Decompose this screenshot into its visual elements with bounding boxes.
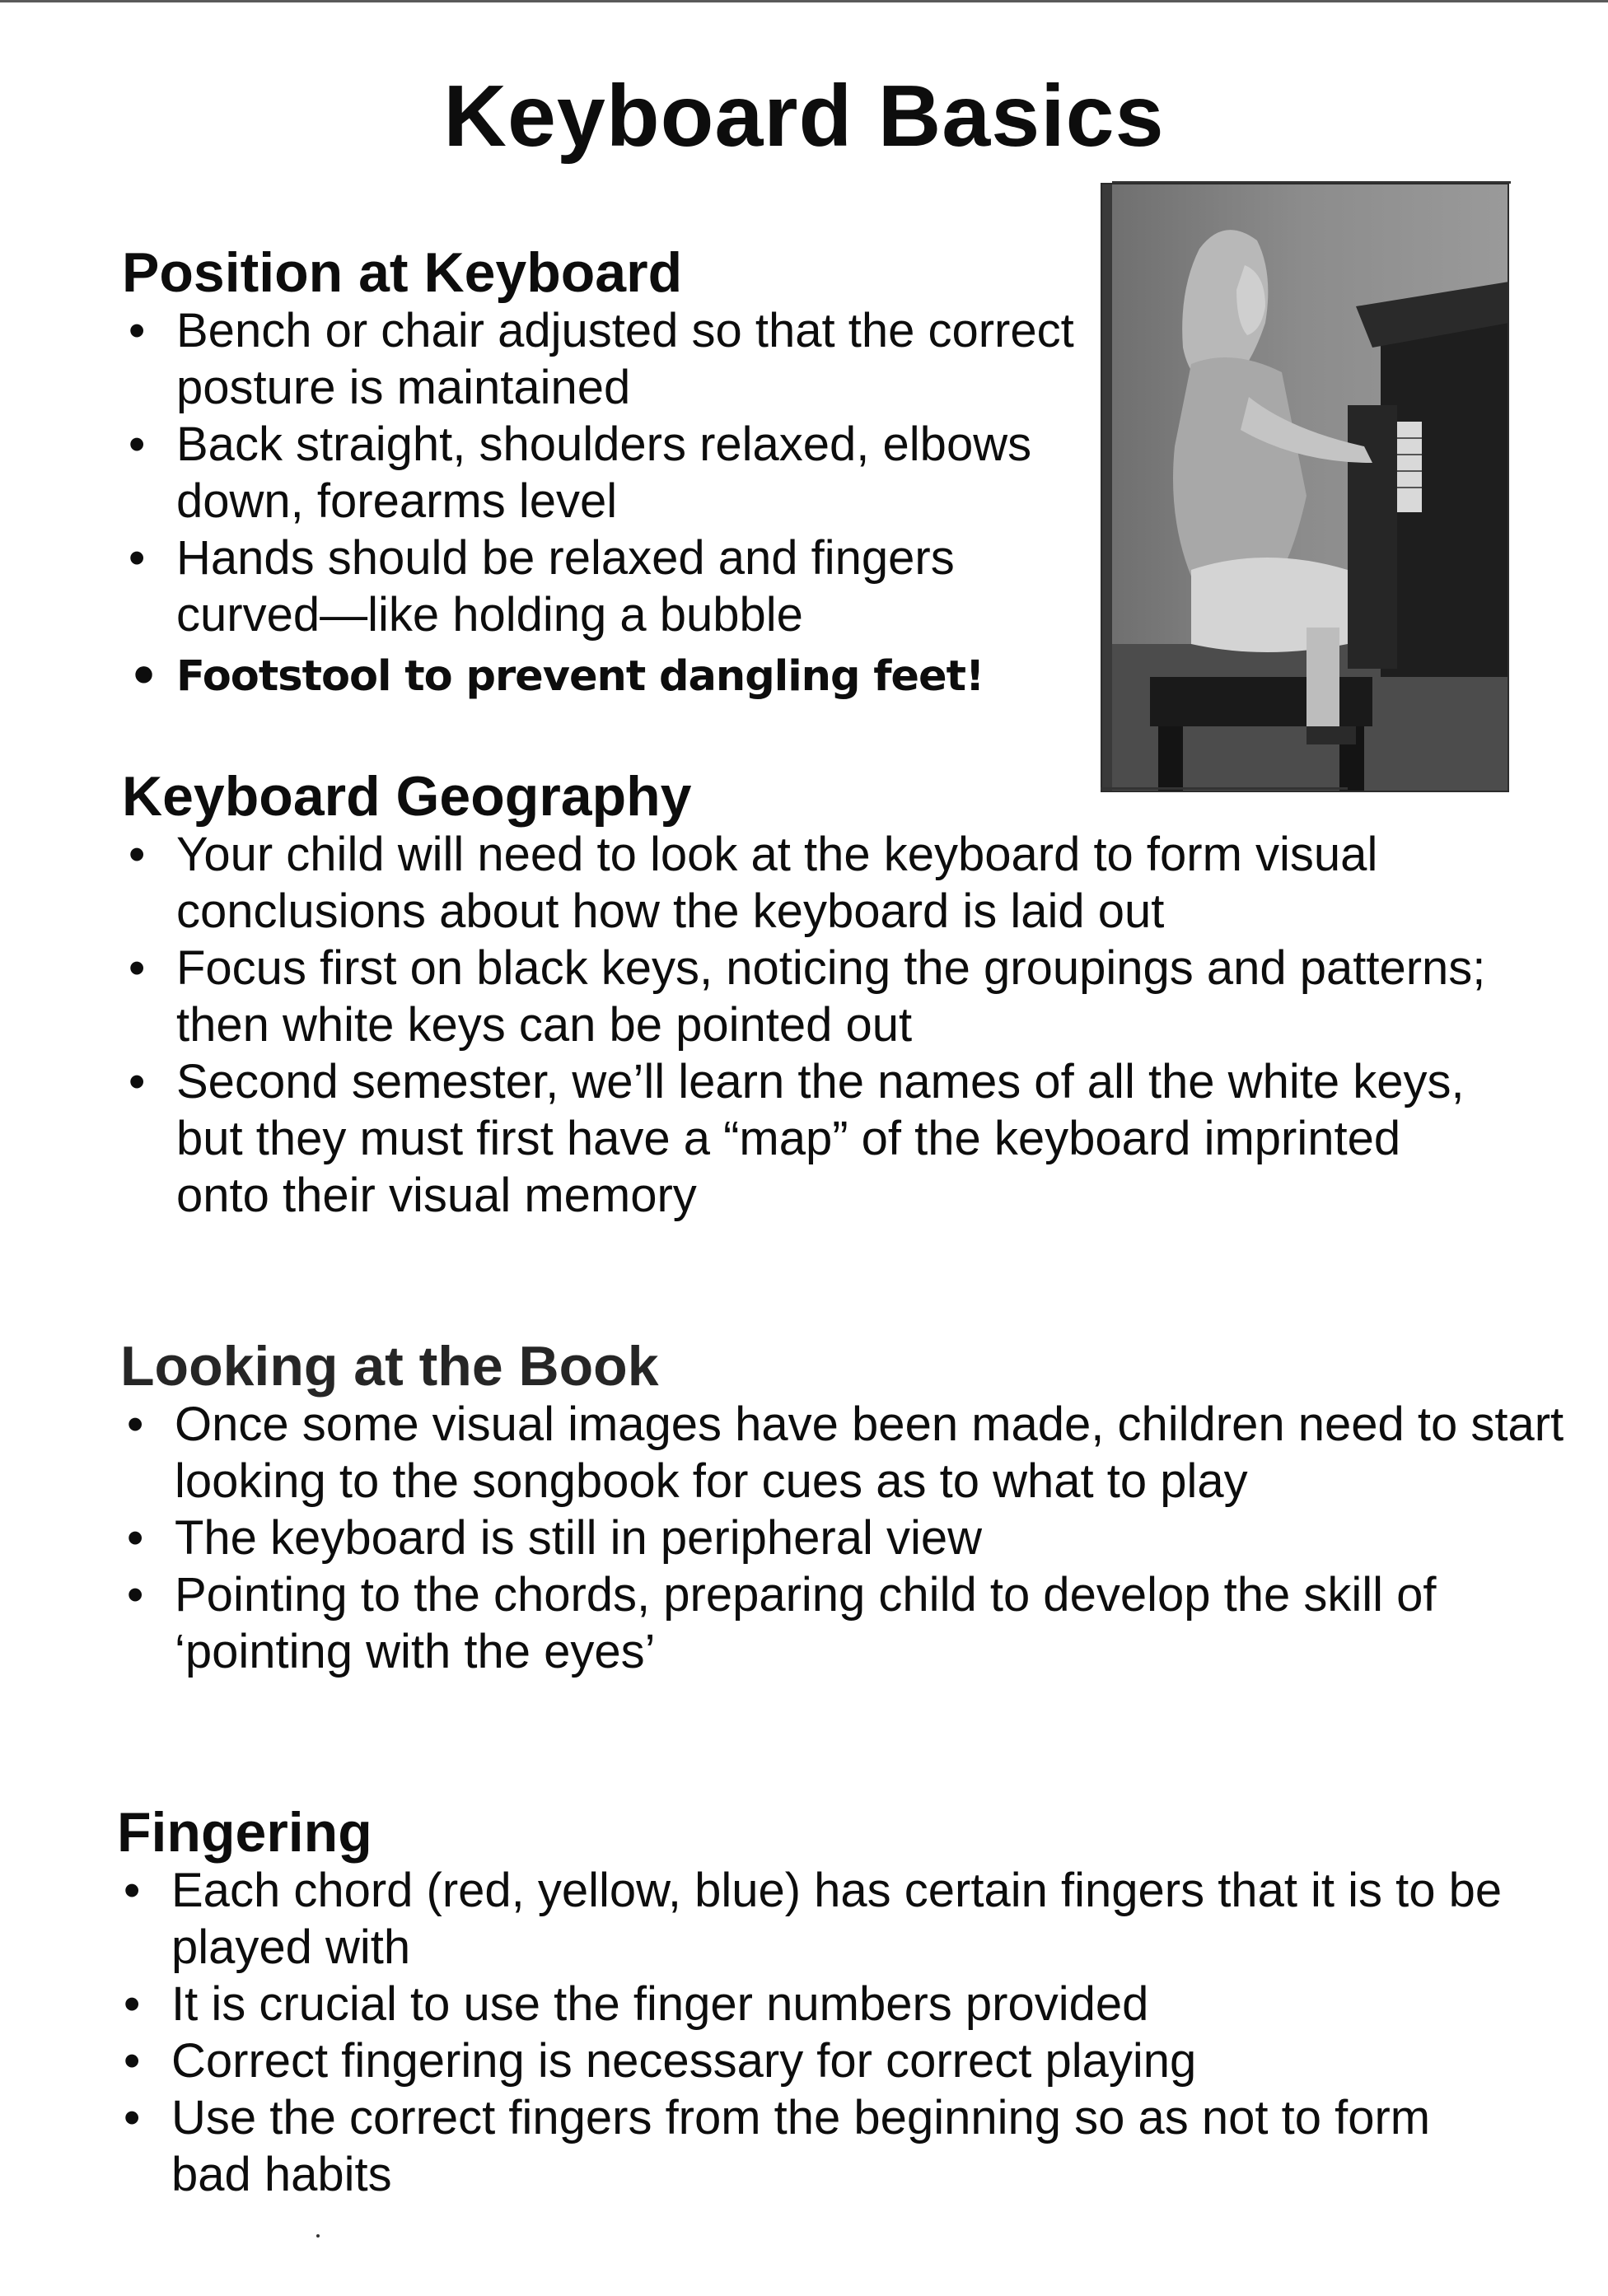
bullet-icon: •: [129, 648, 159, 705]
bullet-list: [117, 1862, 1583, 2203]
list-item: [120, 1510, 1608, 1566]
page-title: Keyboard Basics: [443, 68, 1165, 165]
list-item: [122, 826, 1593, 940]
section-position-at-keyboard: [122, 241, 1110, 705]
list-item-text: Footstool to prevent dangling feet!: [176, 652, 984, 702]
list-item-text: Focus first on black keys, noticing the groupings and patterns; then white keys can be pointed out: [176, 941, 1486, 1052]
list-item-text: Hands should be relaxed and fingers curved—like holding a bubble: [176, 531, 955, 642]
list-item-text: Use the correct fingers from the beginning so as not to form bad habits: [171, 2091, 1431, 2202]
list-item-text: Once some visual images have been made, children need to start looking to the songbook for cues as to what to play: [175, 1398, 1564, 1509]
list-item: [122, 530, 1099, 643]
bullet-icon: •: [127, 1568, 144, 1622]
list-item: [117, 1862, 1605, 1976]
bullet-icon: •: [124, 1977, 141, 2032]
list-item-text: Correct fingering is necessary for correct playing: [171, 2034, 1197, 2088]
bullet-list: [120, 1396, 1587, 1680]
list-item-text: Second semester, we’ll learn the names of all the white keys, but they must first have a “map” of the keyboard imprinted onto their visual memory: [176, 1055, 1465, 1223]
section-heading: Position at Keyboard: [122, 241, 683, 304]
list-item: [117, 1976, 1605, 2032]
section-keyboard-geography: [122, 765, 1572, 1224]
list-item-text: Pointing to the chords, preparing child to develop the skill of ‘pointing with the eyes’: [175, 1568, 1437, 1679]
bullet-list: [122, 826, 1572, 1224]
section-heading: Fingering: [117, 1801, 372, 1864]
list-item-text: Back straight, shoulders relaxed, elbows down, forearms level: [176, 418, 1032, 529]
section-heading: Keyboard Geography: [122, 765, 692, 828]
scan-speck: [316, 2234, 320, 2238]
bullet-icon: •: [129, 418, 146, 472]
list-item-text: Your child will need to look at the keyboard to form visual conclusions about how the keyboard is laid out: [176, 828, 1378, 939]
list-item: [122, 648, 1132, 705]
bullet-icon: •: [124, 2091, 141, 2145]
list-item: [117, 2089, 1506, 2203]
bullet-icon: •: [129, 1055, 146, 1109]
list-item: [122, 302, 1132, 416]
bullet-icon: •: [129, 531, 146, 586]
section-looking-at-the-book: [120, 1337, 1587, 1680]
list-item: [122, 940, 1494, 1053]
section-fingering: [117, 1801, 1583, 2203]
section-heading: Looking at the Book: [120, 1335, 659, 1398]
girl-at-piano-photo: [1101, 183, 1509, 792]
list-item: [117, 2032, 1605, 2089]
list-item-text: The keyboard is still in peripheral view: [175, 1511, 982, 1566]
bullet-list: [122, 302, 1110, 705]
list-item: [120, 1396, 1608, 1510]
bullet-icon: •: [129, 304, 146, 358]
bullet-icon: •: [127, 1398, 144, 1452]
page-top-border: [0, 0, 1608, 2]
bullet-icon: •: [129, 828, 146, 882]
list-item: [120, 1566, 1592, 1680]
list-item-text: Bench or chair adjusted so that the correct posture is maintained: [176, 304, 1074, 415]
list-item: [122, 416, 1165, 530]
bullet-icon: •: [124, 1864, 141, 1918]
list-item-text: Each chord (red, yellow, blue) has certain fingers that it is to be played with: [171, 1864, 1503, 1975]
bullet-icon: •: [127, 1511, 144, 1566]
list-item-text: It is crucial to use the finger numbers provided: [171, 1977, 1149, 2032]
list-item: [122, 1053, 1494, 1224]
bullet-icon: •: [124, 2034, 141, 2088]
bullet-icon: •: [129, 941, 146, 996]
